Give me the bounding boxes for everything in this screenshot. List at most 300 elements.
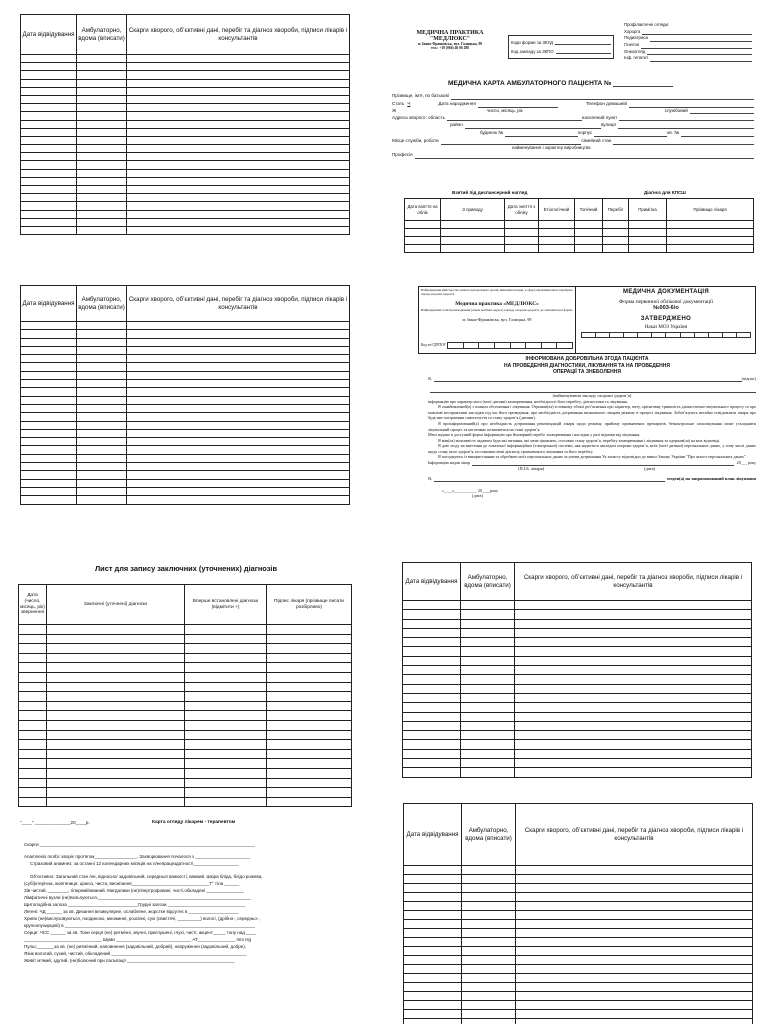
table-cell[interactable] xyxy=(404,947,462,956)
table-cell[interactable] xyxy=(127,487,350,495)
table-cell[interactable] xyxy=(403,601,461,610)
table-cell[interactable] xyxy=(127,404,350,412)
table-cell[interactable] xyxy=(127,322,350,330)
table-cell[interactable] xyxy=(462,1019,516,1024)
table-cell[interactable] xyxy=(185,711,267,721)
table-cell[interactable] xyxy=(47,778,185,788)
table-cell[interactable] xyxy=(462,1001,516,1010)
table-cell[interactable] xyxy=(21,79,77,87)
table-cell[interactable] xyxy=(461,628,515,637)
table-cell[interactable] xyxy=(185,672,267,682)
table-cell[interactable] xyxy=(77,322,127,330)
table-cell[interactable] xyxy=(127,388,350,396)
table-cell[interactable] xyxy=(461,675,515,684)
table-cell[interactable] xyxy=(629,221,667,229)
table-cell[interactable] xyxy=(77,63,127,71)
table-cell[interactable] xyxy=(77,120,127,128)
table-cell[interactable] xyxy=(21,346,77,354)
table-cell[interactable] xyxy=(267,797,352,807)
table-cell[interactable] xyxy=(515,638,752,647)
table-cell[interactable] xyxy=(515,731,752,740)
table-cell[interactable] xyxy=(19,759,47,769)
table-cell[interactable] xyxy=(403,619,461,628)
table-cell[interactable] xyxy=(461,610,515,619)
table-cell[interactable] xyxy=(21,330,77,338)
table-cell[interactable] xyxy=(515,740,752,749)
table-cell[interactable] xyxy=(47,701,185,711)
table-cell[interactable] xyxy=(47,768,185,778)
table-cell[interactable] xyxy=(403,610,461,619)
table-cell[interactable] xyxy=(516,938,753,947)
table-cell[interactable] xyxy=(19,634,47,644)
table-cell[interactable] xyxy=(19,740,47,750)
table-cell[interactable] xyxy=(21,388,77,396)
table-cell[interactable] xyxy=(516,920,753,929)
table-cell[interactable] xyxy=(505,245,539,253)
table-cell[interactable] xyxy=(77,404,127,412)
table-cell[interactable] xyxy=(77,87,127,95)
table-cell[interactable] xyxy=(77,355,127,363)
table-cell[interactable] xyxy=(185,625,267,635)
table-cell[interactable] xyxy=(515,703,752,712)
table-cell[interactable] xyxy=(127,71,350,79)
table-cell[interactable] xyxy=(441,229,505,237)
table-cell[interactable] xyxy=(403,721,461,730)
table-cell[interactable] xyxy=(516,884,753,893)
table-cell[interactable] xyxy=(461,768,515,777)
table-cell[interactable] xyxy=(516,947,753,956)
table-cell[interactable] xyxy=(77,438,127,446)
table-cell[interactable] xyxy=(516,893,753,902)
table-cell[interactable] xyxy=(461,619,515,628)
table-cell[interactable] xyxy=(405,237,441,245)
table-cell[interactable] xyxy=(21,371,77,379)
table-cell[interactable] xyxy=(667,221,754,229)
table-cell[interactable] xyxy=(77,55,127,63)
table-cell[interactable] xyxy=(21,479,77,487)
table-cell[interactable] xyxy=(77,346,127,354)
table-cell[interactable] xyxy=(77,429,127,437)
table-cell[interactable] xyxy=(185,778,267,788)
table-cell[interactable] xyxy=(515,628,752,637)
table-cell[interactable] xyxy=(462,983,516,992)
table-cell[interactable] xyxy=(127,463,350,471)
table-cell[interactable] xyxy=(461,601,515,610)
table-cell[interactable] xyxy=(77,95,127,103)
table-cell[interactable] xyxy=(47,692,185,702)
table-cell[interactable] xyxy=(127,429,350,437)
table-cell[interactable] xyxy=(185,749,267,759)
table-cell[interactable] xyxy=(267,625,352,635)
table-cell[interactable] xyxy=(77,226,127,234)
table-cell[interactable] xyxy=(404,866,462,875)
table-cell[interactable] xyxy=(516,902,753,911)
table-cell[interactable] xyxy=(77,421,127,429)
table-cell[interactable] xyxy=(77,388,127,396)
table-cell[interactable] xyxy=(19,692,47,702)
table-cell[interactable] xyxy=(127,79,350,87)
table-cell[interactable] xyxy=(462,1010,516,1019)
table-cell[interactable] xyxy=(462,911,516,920)
table-cell[interactable] xyxy=(19,711,47,721)
table-cell[interactable] xyxy=(127,218,350,226)
table-cell[interactable] xyxy=(267,711,352,721)
table-cell[interactable] xyxy=(441,221,505,229)
table-cell[interactable] xyxy=(19,768,47,778)
table-cell[interactable] xyxy=(21,421,77,429)
table-cell[interactable] xyxy=(47,788,185,798)
table-cell[interactable] xyxy=(21,496,77,504)
table-cell[interactable] xyxy=(77,479,127,487)
table-cell[interactable] xyxy=(575,245,603,253)
table-cell[interactable] xyxy=(461,656,515,665)
table-cell[interactable] xyxy=(462,902,516,911)
table-cell[interactable] xyxy=(127,112,350,120)
table-cell[interactable] xyxy=(127,380,350,388)
table-cell[interactable] xyxy=(127,186,350,194)
table-cell[interactable] xyxy=(77,496,127,504)
table-cell[interactable] xyxy=(515,768,752,777)
table-cell[interactable] xyxy=(185,730,267,740)
table-cell[interactable] xyxy=(185,720,267,730)
table-cell[interactable] xyxy=(441,237,505,245)
table-cell[interactable] xyxy=(21,95,77,103)
table-cell[interactable] xyxy=(47,682,185,692)
table-cell[interactable] xyxy=(21,169,77,177)
table-cell[interactable] xyxy=(461,759,515,768)
table-cell[interactable] xyxy=(127,177,350,185)
table-cell[interactable] xyxy=(515,712,752,721)
table-cell[interactable] xyxy=(21,161,77,169)
table-cell[interactable] xyxy=(21,87,77,95)
table-cell[interactable] xyxy=(516,983,753,992)
table-cell[interactable] xyxy=(516,1019,753,1024)
table-cell[interactable] xyxy=(403,656,461,665)
table-cell[interactable] xyxy=(462,920,516,929)
table-cell[interactable] xyxy=(516,911,753,920)
table-cell[interactable] xyxy=(127,120,350,128)
table-cell[interactable] xyxy=(47,740,185,750)
table-cell[interactable] xyxy=(127,371,350,379)
table-cell[interactable] xyxy=(47,720,185,730)
table-cell[interactable] xyxy=(21,71,77,79)
table-cell[interactable] xyxy=(21,112,77,120)
table-cell[interactable] xyxy=(267,759,352,769)
table-cell[interactable] xyxy=(515,693,752,702)
table-cell[interactable] xyxy=(404,893,462,902)
table-cell[interactable] xyxy=(404,929,462,938)
table-cell[interactable] xyxy=(404,983,462,992)
table-cell[interactable] xyxy=(267,778,352,788)
table-cell[interactable] xyxy=(127,169,350,177)
table-cell[interactable] xyxy=(127,55,350,63)
table-cell[interactable] xyxy=(404,1010,462,1019)
table-cell[interactable] xyxy=(267,730,352,740)
table-cell[interactable] xyxy=(505,229,539,237)
table-cell[interactable] xyxy=(127,145,350,153)
table-cell[interactable] xyxy=(403,712,461,721)
table-cell[interactable] xyxy=(19,749,47,759)
table-cell[interactable] xyxy=(404,992,462,1001)
table-cell[interactable] xyxy=(19,797,47,807)
table-cell[interactable] xyxy=(515,619,752,628)
table-cell[interactable] xyxy=(47,730,185,740)
table-cell[interactable] xyxy=(127,63,350,71)
table-cell[interactable] xyxy=(21,202,77,210)
table-cell[interactable] xyxy=(77,413,127,421)
table-cell[interactable] xyxy=(462,974,516,983)
table-cell[interactable] xyxy=(185,701,267,711)
table-cell[interactable] xyxy=(47,797,185,807)
table-cell[interactable] xyxy=(77,380,127,388)
table-cell[interactable] xyxy=(47,672,185,682)
table-cell[interactable] xyxy=(77,396,127,404)
table-cell[interactable] xyxy=(21,186,77,194)
table-cell[interactable] xyxy=(461,749,515,758)
table-cell[interactable] xyxy=(461,731,515,740)
table-cell[interactable] xyxy=(505,221,539,229)
table-cell[interactable] xyxy=(603,245,629,253)
table-cell[interactable] xyxy=(185,768,267,778)
table-cell[interactable] xyxy=(403,768,461,777)
table-cell[interactable] xyxy=(77,202,127,210)
table-cell[interactable] xyxy=(403,628,461,637)
table-cell[interactable] xyxy=(462,992,516,1001)
table-cell[interactable] xyxy=(21,153,77,161)
table-cell[interactable] xyxy=(77,194,127,202)
table-cell[interactable] xyxy=(185,759,267,769)
table-cell[interactable] xyxy=(127,438,350,446)
table-cell[interactable] xyxy=(127,363,350,371)
table-cell[interactable] xyxy=(462,965,516,974)
table-cell[interactable] xyxy=(21,487,77,495)
table-cell[interactable] xyxy=(21,429,77,437)
table-cell[interactable] xyxy=(267,672,352,682)
table-cell[interactable] xyxy=(21,355,77,363)
table-cell[interactable] xyxy=(461,647,515,656)
table-cell[interactable] xyxy=(19,653,47,663)
table-cell[interactable] xyxy=(21,226,77,234)
table-cell[interactable] xyxy=(21,413,77,421)
table-cell[interactable] xyxy=(515,675,752,684)
table-cell[interactable] xyxy=(505,237,539,245)
table-cell[interactable] xyxy=(516,965,753,974)
table-cell[interactable] xyxy=(19,730,47,740)
table-cell[interactable] xyxy=(185,653,267,663)
table-cell[interactable] xyxy=(47,634,185,644)
table-cell[interactable] xyxy=(47,711,185,721)
table-cell[interactable] xyxy=(127,202,350,210)
table-cell[interactable] xyxy=(462,947,516,956)
table-cell[interactable] xyxy=(462,938,516,947)
table-cell[interactable] xyxy=(403,638,461,647)
table-cell[interactable] xyxy=(462,875,516,884)
table-cell[interactable] xyxy=(575,229,603,237)
table-cell[interactable] xyxy=(127,95,350,103)
table-cell[interactable] xyxy=(516,866,753,875)
table-cell[interactable] xyxy=(267,653,352,663)
table-cell[interactable] xyxy=(21,145,77,153)
table-cell[interactable] xyxy=(127,446,350,454)
table-cell[interactable] xyxy=(461,712,515,721)
table-cell[interactable] xyxy=(21,363,77,371)
table-cell[interactable] xyxy=(127,226,350,234)
table-cell[interactable] xyxy=(267,682,352,692)
table-cell[interactable] xyxy=(461,721,515,730)
table-cell[interactable] xyxy=(77,218,127,226)
table-cell[interactable] xyxy=(267,749,352,759)
table-cell[interactable] xyxy=(539,229,575,237)
table-cell[interactable] xyxy=(603,229,629,237)
table-cell[interactable] xyxy=(77,471,127,479)
table-cell[interactable] xyxy=(77,136,127,144)
table-cell[interactable] xyxy=(127,413,350,421)
table-cell[interactable] xyxy=(21,63,77,71)
table-cell[interactable] xyxy=(405,245,441,253)
table-cell[interactable] xyxy=(441,245,505,253)
table-cell[interactable] xyxy=(267,740,352,750)
table-cell[interactable] xyxy=(267,692,352,702)
table-cell[interactable] xyxy=(127,421,350,429)
table-cell[interactable] xyxy=(515,656,752,665)
table-cell[interactable] xyxy=(47,663,185,673)
table-cell[interactable] xyxy=(516,992,753,1001)
table-cell[interactable] xyxy=(515,759,752,768)
table-cell[interactable] xyxy=(21,210,77,218)
table-cell[interactable] xyxy=(21,194,77,202)
table-cell[interactable] xyxy=(77,371,127,379)
table-cell[interactable] xyxy=(403,675,461,684)
table-cell[interactable] xyxy=(462,929,516,938)
table-cell[interactable] xyxy=(515,684,752,693)
table-cell[interactable] xyxy=(77,487,127,495)
table-cell[interactable] xyxy=(77,71,127,79)
table-cell[interactable] xyxy=(516,1001,753,1010)
table-cell[interactable] xyxy=(19,701,47,711)
table-cell[interactable] xyxy=(461,703,515,712)
table-cell[interactable] xyxy=(77,463,127,471)
table-cell[interactable] xyxy=(77,186,127,194)
table-cell[interactable] xyxy=(19,663,47,673)
table-cell[interactable] xyxy=(404,902,462,911)
table-cell[interactable] xyxy=(21,55,77,63)
table-cell[interactable] xyxy=(77,454,127,462)
table-cell[interactable] xyxy=(21,380,77,388)
table-cell[interactable] xyxy=(21,120,77,128)
table-cell[interactable] xyxy=(185,788,267,798)
table-cell[interactable] xyxy=(403,749,461,758)
table-cell[interactable] xyxy=(77,104,127,112)
table-cell[interactable] xyxy=(127,153,350,161)
table-cell[interactable] xyxy=(21,438,77,446)
table-cell[interactable] xyxy=(403,703,461,712)
table-cell[interactable] xyxy=(77,210,127,218)
table-cell[interactable] xyxy=(539,221,575,229)
table-cell[interactable] xyxy=(21,104,77,112)
table-cell[interactable] xyxy=(21,463,77,471)
table-cell[interactable] xyxy=(515,749,752,758)
table-cell[interactable] xyxy=(127,136,350,144)
table-cell[interactable] xyxy=(77,363,127,371)
table-cell[interactable] xyxy=(462,893,516,902)
table-cell[interactable] xyxy=(404,1019,462,1024)
table-cell[interactable] xyxy=(77,161,127,169)
table-cell[interactable] xyxy=(127,355,350,363)
table-cell[interactable] xyxy=(21,128,77,136)
table-cell[interactable] xyxy=(185,663,267,673)
table-cell[interactable] xyxy=(603,221,629,229)
table-cell[interactable] xyxy=(77,177,127,185)
table-cell[interactable] xyxy=(404,956,462,965)
table-cell[interactable] xyxy=(127,396,350,404)
table-cell[interactable] xyxy=(19,625,47,635)
table-cell[interactable] xyxy=(461,684,515,693)
table-cell[interactable] xyxy=(405,229,441,237)
table-cell[interactable] xyxy=(404,875,462,884)
table-cell[interactable] xyxy=(185,740,267,750)
table-cell[interactable] xyxy=(127,496,350,504)
table-cell[interactable] xyxy=(267,644,352,654)
table-cell[interactable] xyxy=(77,79,127,87)
table-cell[interactable] xyxy=(267,768,352,778)
table-cell[interactable] xyxy=(127,454,350,462)
table-cell[interactable] xyxy=(47,644,185,654)
table-cell[interactable] xyxy=(127,471,350,479)
table-cell[interactable] xyxy=(404,938,462,947)
table-cell[interactable] xyxy=(403,731,461,740)
table-cell[interactable] xyxy=(462,884,516,893)
table-cell[interactable] xyxy=(629,237,667,245)
table-cell[interactable] xyxy=(603,237,629,245)
table-cell[interactable] xyxy=(403,759,461,768)
table-cell[interactable] xyxy=(515,610,752,619)
table-cell[interactable] xyxy=(403,647,461,656)
table-cell[interactable] xyxy=(539,245,575,253)
table-cell[interactable] xyxy=(19,672,47,682)
table-cell[interactable] xyxy=(185,634,267,644)
table-cell[interactable] xyxy=(19,682,47,692)
table-cell[interactable] xyxy=(47,759,185,769)
table-cell[interactable] xyxy=(516,1010,753,1019)
table-cell[interactable] xyxy=(462,956,516,965)
table-cell[interactable] xyxy=(185,797,267,807)
table-cell[interactable] xyxy=(515,647,752,656)
table-cell[interactable] xyxy=(127,330,350,338)
table-cell[interactable] xyxy=(21,338,77,346)
table-cell[interactable] xyxy=(667,245,754,253)
table-cell[interactable] xyxy=(267,720,352,730)
table-cell[interactable] xyxy=(77,128,127,136)
table-cell[interactable] xyxy=(77,338,127,346)
table-cell[interactable] xyxy=(21,177,77,185)
table-cell[interactable] xyxy=(404,884,462,893)
table-cell[interactable] xyxy=(19,788,47,798)
table-cell[interactable] xyxy=(47,749,185,759)
table-cell[interactable] xyxy=(403,684,461,693)
table-cell[interactable] xyxy=(403,693,461,702)
table-cell[interactable] xyxy=(127,161,350,169)
table-cell[interactable] xyxy=(575,237,603,245)
table-cell[interactable] xyxy=(185,644,267,654)
table-cell[interactable] xyxy=(462,866,516,875)
table-cell[interactable] xyxy=(127,346,350,354)
table-cell[interactable] xyxy=(77,169,127,177)
table-cell[interactable] xyxy=(461,666,515,675)
table-cell[interactable] xyxy=(127,87,350,95)
table-cell[interactable] xyxy=(127,210,350,218)
table-cell[interactable] xyxy=(575,221,603,229)
table-cell[interactable] xyxy=(77,446,127,454)
